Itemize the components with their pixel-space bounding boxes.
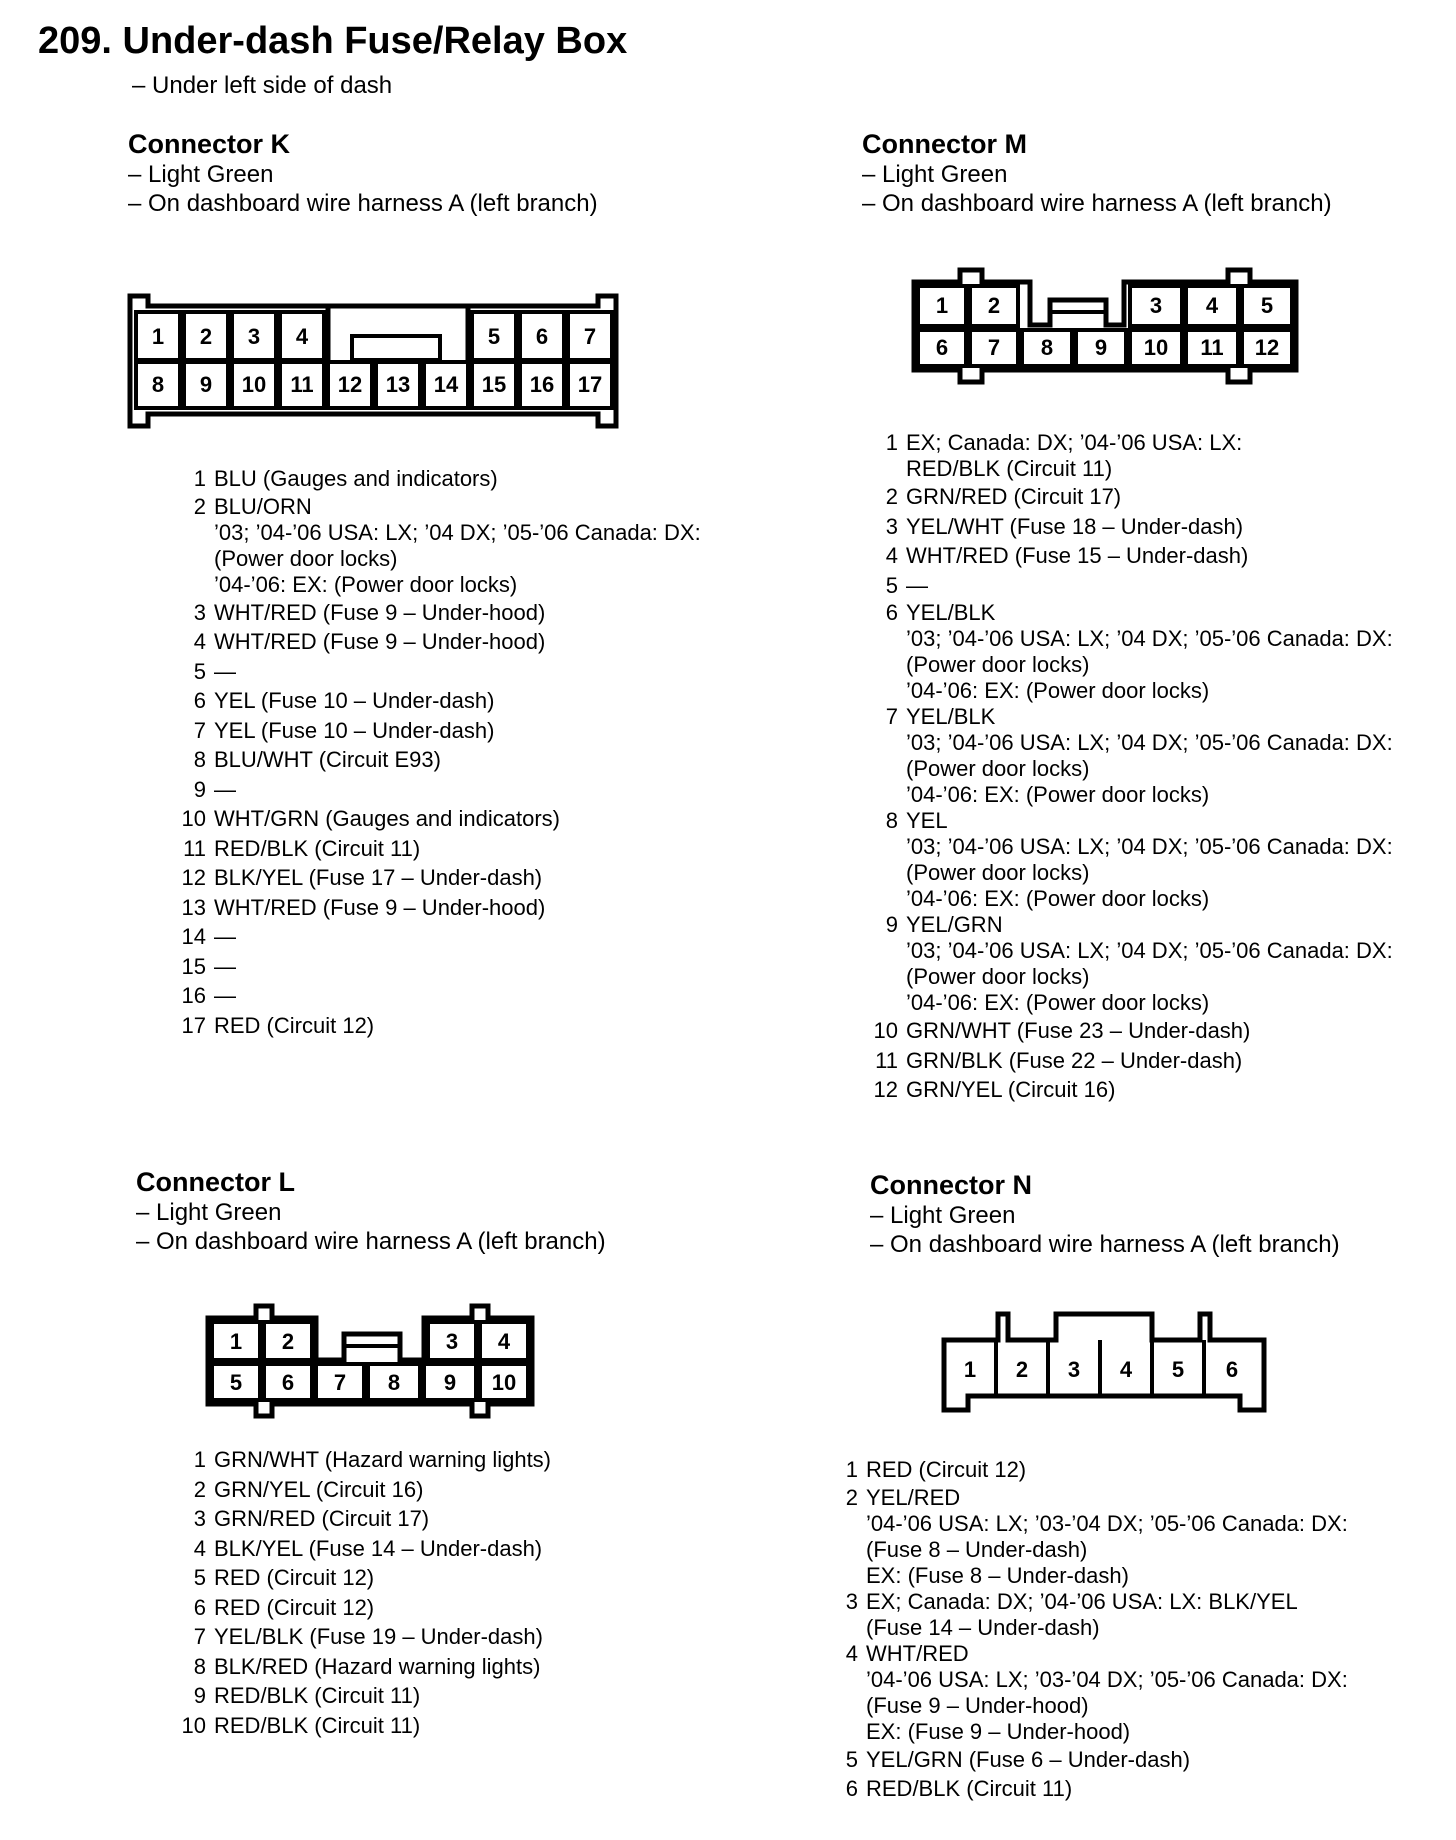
wire-color-text: —: [214, 658, 236, 684]
pin-description: [214, 657, 236, 687]
pin-description: [906, 808, 1393, 912]
connector-n-harness: – On dashboard wire harness A (left branch): [870, 1231, 1340, 1258]
connector-m-title: Connector M: [862, 129, 1027, 159]
connector-n-pin-label: 4: [1119, 1357, 1133, 1382]
wire-color-text: EX; Canada: DX; ’04-’06 USA: LX: BLK/YEL: [866, 1588, 1298, 1614]
connector-l-title: Connector L: [136, 1167, 295, 1197]
connector-k-pin-label: 12: [337, 372, 363, 397]
pin-note-text: ’03; ’04-’06 USA: LX; ’04 DX; ’05-’06 Canada: DX:: [906, 938, 1393, 963]
pin-entry: [172, 1711, 551, 1741]
pin-note-text: ’04-’06: EX: (Power door locks): [906, 990, 1210, 1015]
pin-entry: [172, 804, 701, 834]
pin-note-text: ’04-’06: EX: (Power door locks): [906, 782, 1210, 807]
wire-color-text: EX; Canada: DX; ’04-’06 USA: LX:: [906, 430, 1243, 455]
pin-note-text: (Power door locks): [906, 860, 1090, 885]
pin-note-text: (Power door locks): [906, 964, 1090, 989]
wire-color-text: YEL: [906, 808, 948, 833]
pin-entry: [864, 1046, 1393, 1076]
connector-l-pin-label: 3: [445, 1329, 459, 1354]
wire-color-text: WHT/RED (Fuse 9 – Under-hood): [214, 894, 546, 920]
connector-k-pin-label: 10: [241, 372, 267, 397]
wire-color-text: GRN/RED (Circuit 17): [214, 1506, 430, 1531]
wire-color-text: WHT/GRN (Gauges and indicators): [214, 806, 560, 831]
wire-color-text: RED (Circuit 12): [214, 1594, 375, 1620]
pin-description: [866, 1589, 1298, 1641]
wire-color-text: YEL/GRN (Fuse 6 – Under-dash): [866, 1746, 1191, 1772]
pin-number: 6: [193, 1594, 206, 1620]
wire-color-text: —: [214, 953, 236, 979]
pin-entry: [172, 627, 701, 657]
pin-number: 3: [845, 1588, 858, 1614]
pin-description: [214, 1475, 423, 1505]
pin-entry: [864, 512, 1393, 542]
connector-m-pin-label: 3: [1149, 293, 1163, 318]
wire-color-text: WHT/RED (Fuse 9 – Under-hood): [214, 629, 546, 654]
wire-color-text: RED/BLK (Circuit 11): [214, 1712, 421, 1738]
pin-description: [214, 1593, 374, 1623]
pin-entry: [864, 600, 1393, 704]
connector-m-pin-label: 7: [987, 335, 1001, 360]
connector-k-pin-label: 11: [290, 372, 314, 397]
pin-number: 1: [193, 466, 206, 491]
pin-note-text: (Fuse 8 – Under-dash): [866, 1536, 1088, 1562]
pin-entry: [172, 494, 701, 598]
pin-entry: [172, 686, 701, 716]
connector-k-pin-label: 13: [385, 372, 411, 397]
connector-k-pin-label: 2: [199, 324, 213, 349]
pin-description: [906, 430, 1242, 482]
pin-entry: [864, 1075, 1393, 1105]
pin-entry: [172, 598, 701, 628]
pin-number: 7: [193, 1624, 206, 1649]
wire-color-text: YEL/WHT (Fuse 18 – Under-dash): [906, 513, 1244, 539]
wire-color-text: WHT/RED: [866, 1640, 969, 1666]
pin-entry: [172, 1534, 551, 1564]
connector-k-pin-list: [172, 464, 701, 1040]
pin-number: 5: [193, 1565, 206, 1590]
wire-color-text: —: [906, 572, 928, 598]
connector-k-pin-label: 16: [529, 372, 555, 397]
pin-description: [906, 600, 1393, 704]
pin-description: [214, 922, 236, 952]
pin-note-text: EX: (Fuse 8 – Under-dash): [866, 1562, 1129, 1588]
pin-number: 5: [885, 572, 898, 598]
connector-l-pin-label: 5: [229, 1370, 243, 1395]
connector-m-pin-label: 2: [987, 293, 1001, 318]
pin-description: [214, 1622, 543, 1652]
connector-k-pin-label: 17: [577, 372, 603, 397]
pin-description: [906, 512, 1243, 542]
pin-description: [906, 912, 1393, 1016]
connector-l-pin-label: 10: [491, 1370, 517, 1395]
wire-color-text: GRN/BLK (Fuse 22 – Under-dash): [906, 1047, 1243, 1073]
connector-n-pin-label: 5: [1171, 1357, 1185, 1382]
pin-number: 6: [845, 1776, 858, 1801]
pin-number: 12: [181, 865, 206, 890]
pin-note-text: ’03; ’04-’06 USA: LX; ’04 DX; ’05-’06 Canada: DX:: [906, 730, 1393, 755]
pin-description: [214, 464, 498, 494]
pin-description: [214, 893, 545, 923]
wire-color-text: BLK/RED (Hazard warning lights): [214, 1653, 541, 1679]
connector-k-harness: – On dashboard wire harness A (left branch): [128, 190, 598, 217]
pin-number: 9: [193, 776, 206, 802]
wire-color-text: GRN/WHT (Hazard warning lights): [214, 1447, 552, 1472]
pin-number: 11: [183, 835, 206, 861]
pin-description: [214, 863, 542, 893]
pin-number: 4: [885, 543, 898, 568]
wire-color-text: RED/BLK (Circuit 11): [214, 835, 421, 861]
pin-number: 3: [885, 513, 898, 539]
pin-description: [214, 1652, 540, 1682]
pin-description: [214, 627, 545, 657]
pin-number: 13: [181, 894, 206, 920]
connector-n-pin-label: 3: [1067, 1357, 1081, 1382]
pin-description: [214, 834, 420, 864]
wire-color-text: YEL/BLK: [906, 600, 996, 625]
pin-note-text: ’03; ’04-’06 USA: LX; ’04 DX; ’05-’06 Canada: DX:: [214, 519, 701, 545]
wire-color-text: RED (Circuit 12): [866, 1457, 1027, 1482]
pin-description: [906, 704, 1393, 808]
pin-description: [214, 716, 494, 746]
location-note: – Under left side of dash: [132, 72, 393, 99]
wire-color-text: YEL/BLK (Fuse 19 – Under-dash): [214, 1624, 543, 1649]
wire-color-text: RED (Circuit 12): [214, 1565, 375, 1590]
connector-l-harness: – On dashboard wire harness A (left branch): [136, 1228, 606, 1255]
wire-color-text: YEL (Fuse 10 – Under-dash): [214, 688, 495, 713]
pin-number: 10: [181, 1712, 206, 1738]
connector-l-color: – Light Green: [136, 1199, 282, 1226]
pin-number: 2: [193, 493, 206, 519]
pin-entry: [864, 571, 1393, 601]
pin-entry: [172, 745, 701, 775]
pin-entry: [172, 1563, 551, 1593]
connector-k-pin-label: 5: [487, 324, 501, 349]
connector-m-pin-label: 8: [1040, 335, 1054, 360]
pin-description: [214, 1504, 429, 1534]
connector-k-pin-label: 6: [535, 324, 549, 349]
pin-note-text: (Fuse 9 – Under-hood): [866, 1692, 1089, 1718]
wire-color-text: RED (Circuit 12): [214, 1012, 375, 1038]
wire-color-text: BLK/YEL (Fuse 14 – Under-dash): [214, 1535, 543, 1561]
connector-k-pin-label: 3: [247, 324, 261, 349]
pin-number: 2: [885, 484, 898, 509]
connector-l-pin-list: [172, 1445, 551, 1740]
pin-entry: [172, 1681, 551, 1711]
pin-number: 7: [885, 704, 898, 729]
connector-n-pin-label: 6: [1225, 1357, 1239, 1382]
pin-entry: [172, 893, 701, 923]
connector-m-pin-label: 4: [1205, 293, 1219, 318]
connector-l-pin-label: 7: [333, 1370, 347, 1395]
pin-number: 12: [873, 1077, 898, 1102]
pin-entry: [172, 464, 701, 494]
wire-color-text: BLK/YEL (Fuse 17 – Under-dash): [214, 865, 543, 890]
wire-color-text: BLU (Gauges and indicators): [214, 466, 498, 491]
pin-number: 10: [181, 806, 206, 831]
connector-n-title: Connector N: [870, 1170, 1032, 1200]
wire-color-text: YEL/BLK: [906, 704, 996, 729]
pin-note-text: ’04-’06 USA: LX; ’03-’04 DX; ’05-’06 Canada: DX:: [866, 1510, 1348, 1536]
pin-entry: [864, 1016, 1393, 1046]
pin-description: [214, 1681, 420, 1711]
pin-number: 5: [845, 1746, 858, 1772]
pin-description: [214, 804, 560, 834]
connector-k-pin-label: 14: [433, 372, 459, 397]
pin-entry: [824, 1774, 1348, 1804]
pin-description: [214, 1011, 374, 1041]
pin-entry: [824, 1589, 1348, 1641]
wire-color-text: GRN/RED (Circuit 17): [906, 484, 1122, 509]
pin-description: [214, 981, 236, 1011]
pin-number: 2: [845, 1484, 858, 1510]
connector-l-pin-label: 1: [229, 1329, 243, 1354]
wire-color-text: YEL/GRN: [906, 912, 1003, 937]
pin-entry: [172, 922, 701, 952]
connector-m-pin-label: 11: [1200, 335, 1224, 360]
pin-note-text: (Power door locks): [906, 756, 1090, 781]
connector-n-pin-label: 1: [963, 1357, 977, 1382]
pin-number: 1: [193, 1447, 206, 1472]
pin-entry: [824, 1485, 1348, 1589]
wire-color-text: BLU/ORN: [214, 493, 312, 519]
connector-k-pin-label: 1: [151, 324, 165, 349]
wire-color-text: GRN/YEL (Circuit 16): [906, 1077, 1116, 1102]
pin-description: [906, 541, 1248, 571]
pin-description: [214, 952, 236, 982]
wire-color-text: WHT/RED (Fuse 15 – Under-dash): [906, 543, 1249, 568]
pin-description: [906, 1016, 1250, 1046]
pin-description: [214, 598, 545, 628]
pin-entry: [172, 657, 701, 687]
pin-number: 11: [875, 1047, 898, 1073]
wire-color-text: —: [214, 924, 236, 949]
pin-number: 6: [193, 688, 206, 713]
pin-note-text: ’04-’06: EX: (Power door locks): [214, 571, 518, 597]
connector-m-pin-label: 12: [1254, 335, 1280, 360]
wire-color-text: RED/BLK (Circuit 11): [866, 1776, 1073, 1801]
pin-note-text: RED/BLK (Circuit 11): [906, 456, 1113, 481]
pin-description: [866, 1485, 1348, 1589]
connector-m-pin-label: 6: [935, 335, 949, 360]
pin-entry: [172, 1622, 551, 1652]
pin-entry: [172, 834, 701, 864]
pin-entry: [172, 1504, 551, 1534]
connector-l-pin-label: 8: [387, 1370, 401, 1395]
wire-color-text: BLU/WHT (Circuit E93): [214, 747, 441, 772]
pin-description: [214, 1534, 542, 1564]
pin-entry: [172, 1445, 551, 1475]
connector-m-pin-label: 1: [935, 293, 949, 318]
connector-n-pin-list: [824, 1455, 1348, 1804]
wire-color-text: GRN/WHT (Fuse 23 – Under-dash): [906, 1018, 1251, 1043]
pin-description: [214, 1711, 420, 1741]
pin-number: 8: [193, 1653, 206, 1679]
wire-color-text: YEL (Fuse 10 – Under-dash): [214, 717, 495, 743]
pin-entry: [864, 482, 1393, 512]
wire-color-text: YEL/RED: [866, 1484, 961, 1510]
pin-description: [866, 1455, 1026, 1485]
pin-number: 2: [193, 1476, 206, 1502]
pin-description: [906, 571, 928, 601]
wire-color-text: —: [214, 983, 236, 1008]
connector-m-harness: – On dashboard wire harness A (left branch): [862, 190, 1332, 217]
pin-note-text: ’04-’06: EX: (Power door locks): [906, 678, 1210, 703]
pin-description: [866, 1774, 1072, 1804]
pin-number: 5: [193, 658, 206, 684]
pin-entry: [824, 1745, 1348, 1775]
connector-k-color: – Light Green: [128, 161, 274, 188]
pin-note-text: ’03; ’04-’06 USA: LX; ’04 DX; ’05-’06 Canada: DX:: [906, 626, 1393, 651]
pin-description: [866, 1745, 1190, 1775]
connector-k-title: Connector K: [128, 129, 290, 159]
pin-number: 10: [873, 1018, 898, 1043]
wire-color-text: RED/BLK (Circuit 11): [214, 1683, 421, 1708]
pin-entry: [172, 716, 701, 746]
pin-entry: [824, 1455, 1348, 1485]
connector-k-pin-label: 7: [583, 324, 597, 349]
wire-color-text: GRN/YEL (Circuit 16): [214, 1476, 424, 1502]
pin-entry: [864, 430, 1393, 482]
wire-color-text: WHT/RED (Fuse 9 – Under-hood): [214, 599, 546, 625]
pin-number: 1: [885, 430, 898, 455]
pin-number: 3: [193, 599, 206, 625]
pin-entry: [172, 1652, 551, 1682]
connector-k-pin-label: 9: [199, 372, 213, 397]
pin-description: [214, 775, 236, 805]
connector-m-pin-label: 10: [1143, 335, 1169, 360]
connector-l-pin-label: 2: [281, 1329, 295, 1354]
pin-entry: [172, 952, 701, 982]
connector-m-pin-list: [864, 430, 1393, 1105]
pin-entry: [172, 1475, 551, 1505]
connector-k-pin-label: 15: [481, 372, 507, 397]
pin-entry: [172, 1011, 701, 1041]
pin-number: 14: [181, 924, 206, 949]
pin-description: [214, 745, 441, 775]
connector-l-pin-label: 4: [497, 1329, 511, 1354]
pin-entry: [864, 704, 1393, 808]
pin-number: 16: [181, 983, 206, 1008]
pin-number: 7: [193, 717, 206, 743]
pin-description: [214, 1445, 551, 1475]
pin-note-text: (Power door locks): [906, 652, 1090, 677]
connector-m-pin-label: 9: [1094, 335, 1108, 360]
pin-number: 4: [193, 629, 206, 654]
connector-n-color: – Light Green: [870, 1202, 1016, 1229]
pin-number: 4: [193, 1535, 206, 1561]
page-title: 209. Under-dash Fuse/Relay Box: [38, 20, 628, 62]
pin-entry: [172, 775, 701, 805]
pin-entry: [824, 1641, 1348, 1745]
pin-description: [214, 1563, 374, 1593]
pin-number: 8: [193, 747, 206, 772]
wire-color-text: —: [214, 776, 236, 802]
pin-note-text: ’03; ’04-’06 USA: LX; ’04 DX; ’05-’06 Canada: DX:: [906, 834, 1393, 859]
pin-note-text: (Fuse 14 – Under-dash): [866, 1614, 1100, 1640]
pin-number: 17: [181, 1012, 206, 1038]
pin-description: [866, 1641, 1348, 1745]
pin-entry: [172, 981, 701, 1011]
connector-k-pin-label: 8: [151, 372, 165, 397]
pin-entry: [864, 808, 1393, 912]
pin-note-text: (Power door locks): [214, 545, 398, 571]
pin-entry: [864, 541, 1393, 571]
pin-description: [906, 482, 1121, 512]
connector-l-pin-label: 9: [443, 1370, 457, 1395]
pin-description: [906, 1075, 1115, 1105]
pin-number: 9: [885, 912, 898, 937]
connector-k-pin-label: 4: [295, 324, 309, 349]
connector-m-color: – Light Green: [862, 161, 1008, 188]
pin-number: 1: [845, 1457, 858, 1482]
pin-entry: [172, 1593, 551, 1623]
pin-note-text: EX: (Fuse 9 – Under-hood): [866, 1718, 1131, 1744]
connector-n-pin-label: 2: [1015, 1357, 1029, 1382]
pin-number: 15: [181, 953, 206, 979]
pin-note-text: ’04-’06: EX: (Power door locks): [906, 886, 1210, 911]
pin-entry: [864, 912, 1393, 1016]
connector-m-pin-label: 5: [1260, 293, 1274, 318]
pin-description: [906, 1046, 1242, 1076]
pin-note-text: ’04-’06 USA: LX; ’03-’04 DX; ’05-’06 Canada: DX:: [866, 1666, 1348, 1692]
pin-number: 9: [193, 1683, 206, 1708]
pin-number: 6: [885, 600, 898, 625]
pin-number: 8: [885, 808, 898, 833]
pin-description: [214, 686, 494, 716]
pin-description: [214, 494, 701, 598]
pin-entry: [172, 863, 701, 893]
pin-number: 4: [845, 1640, 858, 1666]
pin-number: 3: [193, 1506, 206, 1531]
connector-l-pin-label: 6: [281, 1370, 295, 1395]
